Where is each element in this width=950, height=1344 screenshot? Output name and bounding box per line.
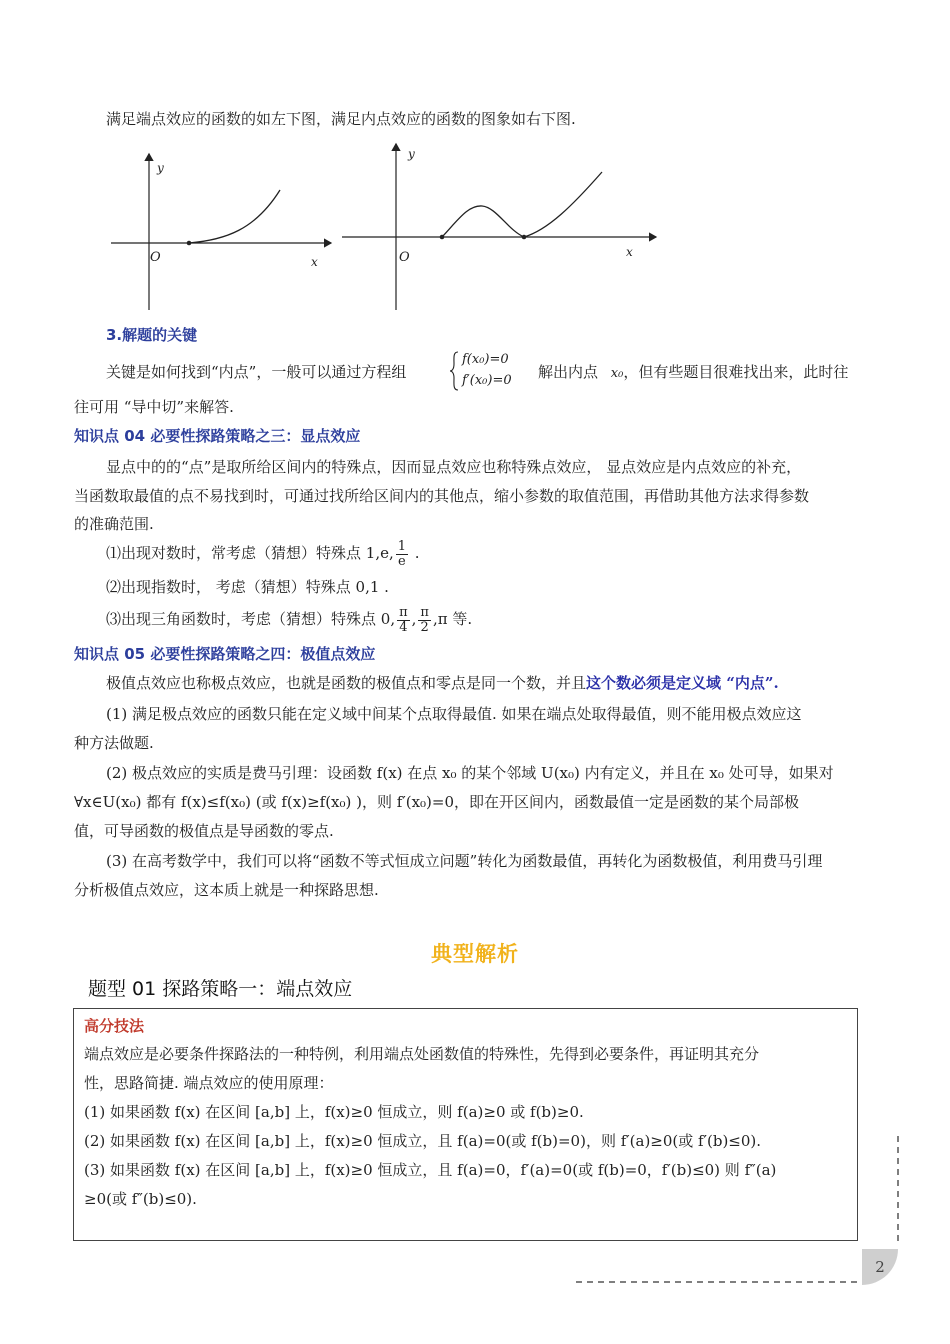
technique-line-6: ≥0(或 f″(b)≤0). xyxy=(84,1190,197,1208)
endpoint-dot xyxy=(187,241,192,246)
intro-text: 满足端点效应的函数的如左下图，满足内点效应的函数的图象如右下图. xyxy=(106,110,576,128)
sec3-paragraph-1: 关键是如何找到“内点”，一般可以通过方程组 xyxy=(106,363,407,381)
sec3-heading: 3.解题的关键 xyxy=(106,326,198,344)
fraction-pi-over-4: $\frac{\pi}{4}$ xyxy=(399,604,408,635)
interior-effect-graph xyxy=(338,140,663,312)
kp05-paragraph-5: ∀x∈U(x₀) 都有 f(x)≤f(x₀) (或 f(x)≥f(x₀) )，则 f′(x₀)=0，即在开区间内，函数最值一定是函数的某个局部极 xyxy=(74,793,800,811)
kp05-paragraph-3: 种方法做题. xyxy=(74,734,154,752)
brace-icon xyxy=(450,350,460,392)
technique-line-5: (3) 如果函数 f(x) 在区间 [a,b] 上，f(x)≥0 恒成立，且 f(a)=0，f′(a)=0(或 f(b)=0，f′(b)≤0) 则 f″(a) xyxy=(84,1161,777,1179)
kp04-paragraph-1: 显点中的的“点”是取所给区间内的特殊点，因而显点效应也称特殊点效应， 显点效应是内点效应的补充， xyxy=(106,458,802,476)
sec3-paragraph-1-cont: 解出内点 x₀，但有些题目很难找出来，此时往 xyxy=(538,363,849,381)
y-label: y xyxy=(157,161,164,175)
technique-line-2: 性，思路简捷. 端点效应的使用原理： xyxy=(84,1074,334,1092)
page-corner-decoration xyxy=(570,1134,910,1289)
x-label: x xyxy=(626,245,633,259)
kp05-paragraph-2: (1) 满足极点效应的函数只能在定义域中间某个点取得最值. 如果在端点处取得最值，则不能用极点效应这 xyxy=(106,705,802,723)
kp05-paragraph-8: 分析极值点效应，这本质上就是一种探路思想. xyxy=(74,881,379,899)
curve xyxy=(442,172,602,237)
equation-system xyxy=(450,350,535,392)
origin-label: O xyxy=(150,250,161,265)
curve xyxy=(189,190,280,243)
kp05-paragraph-7: (3) 在高考数学中，我们可以将“函数不等式恒成立问题”转化为函数最值，再转化为函数极值，利用费马引理 xyxy=(106,852,823,870)
interior-dot xyxy=(522,235,527,240)
kp05-paragraph-6: 值，可导函数的极值点是导函数的零点. xyxy=(74,822,334,840)
origin-label: O xyxy=(399,250,410,265)
technique-line-4: (2) 如果函数 f(x) 在区间 [a,b] 上，f(x)≥0 恒成立，且 f(a)=0(或 f(b)=0)，则 f′(a)≥0(或 f′(b)≤0). xyxy=(84,1132,762,1150)
kp05-paragraph-4: (2) 极点效应的实质是费马引理：设函数 f(x) 在点 x₀ 的某个邻域 U(x₀) 内有定义，并且在 x₀ 处可导，如果对 xyxy=(106,764,834,782)
endpoint-effect-graph xyxy=(105,150,340,312)
emphasis-interior-point: 这个数必须是定义域 “内点”. xyxy=(586,674,779,692)
kp05-paragraph-1: 极值点效应也称极点效应，也就是函数的极值点和零点是同一个数，并且这个数必须是定义域 “内点”. xyxy=(106,674,779,692)
kp04-paragraph-2: 当函数取最值的点不易找到时，可通过找所给区间内的其他点，缩小参数的取值范围，再借助其他方法求得参数 xyxy=(74,487,810,505)
type-title: 题型 01 探路策略一：端点效应 xyxy=(88,978,353,1000)
equation-2: f′(x₀)=0 xyxy=(462,373,512,388)
technique-line-3: (1) 如果函数 f(x) 在区间 [a,b] 上，f(x)≥0 恒成立，则 f(a)≥0 或 f(b)≥0. xyxy=(84,1103,584,1121)
kp04-item-2: ⑵出现指数时， 考虑（猜想）特殊点 0,1 . xyxy=(106,578,389,596)
technique-line-1: 端点效应是必要条件探路法的一种特例，利用端点处函数值的特殊性，先得到必要条件，再证明其充分 xyxy=(84,1045,760,1063)
kp04-item-3: ⑶出现三角函数时，考虑（猜想）特殊点 0, $\frac{\pi}{4}$ , $\frac{\pi}{2}$ ,π 等. xyxy=(106,604,473,635)
y-label: y xyxy=(408,147,415,161)
section-title: 典型解析 xyxy=(431,942,519,966)
start-dot xyxy=(440,235,445,240)
kp05-heading: 知识点 05 必要性探路策略之四：极值点效应 xyxy=(74,645,376,663)
kp04-heading: 知识点 04 必要性探路策略之三：显点效应 xyxy=(74,427,361,445)
page-number: 2 xyxy=(862,1249,898,1285)
x-label: x xyxy=(311,255,318,269)
kp04-paragraph-3: 的准确范围. xyxy=(74,515,154,533)
technique-box-heading: 高分技法 xyxy=(84,1017,145,1035)
equation-1: f(x₀)=0 xyxy=(462,352,509,367)
kp04-item-1: ⑴出现对数时，常考虑（猜想）特殊点 1,e, $\frac{1}{e}$ . xyxy=(106,538,420,569)
fraction-pi-over-2: $\frac{\pi}{2}$ xyxy=(420,604,429,635)
sec3-paragraph-2: 往可用 “导中切”来解答. xyxy=(74,398,234,416)
fraction-one-over-e: $\frac{1}{e}$ xyxy=(397,538,407,569)
